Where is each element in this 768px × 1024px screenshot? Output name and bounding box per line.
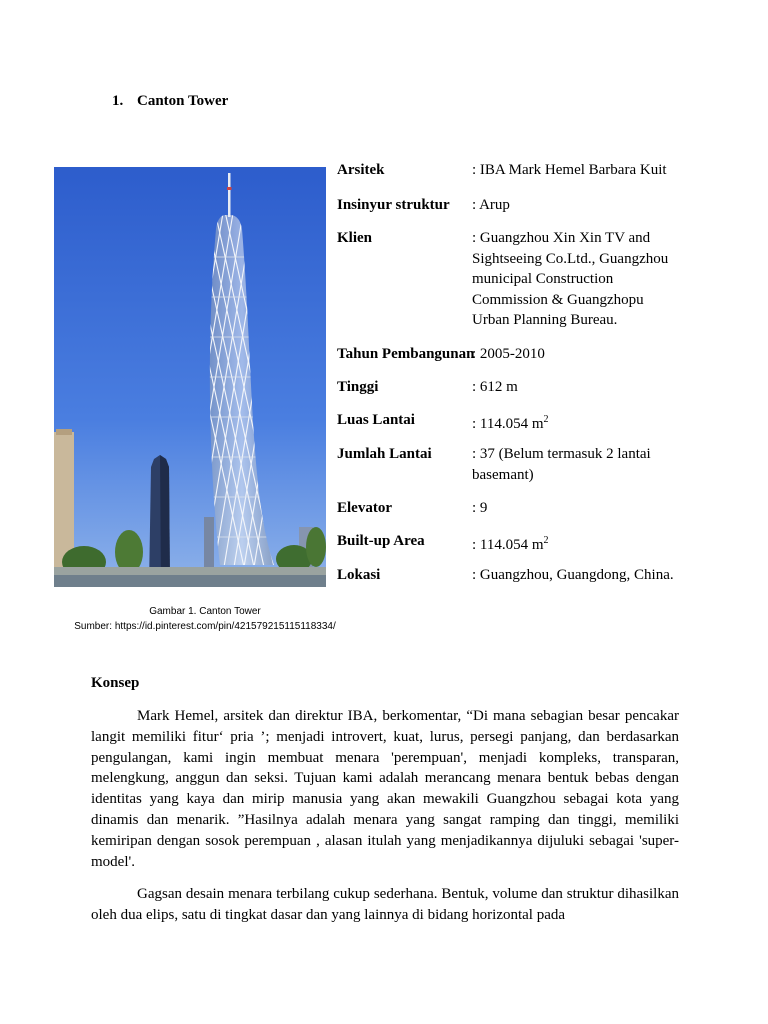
spec-label: Klien <box>337 230 373 246</box>
figure-caption: Gambar 1. Canton Tower <box>149 606 261 617</box>
spec-label: Insinyur struktur <box>337 197 450 213</box>
spec-value: : 114.054 $m^2$ <box>472 414 549 432</box>
spec-value: : 9 <box>472 500 488 516</box>
konsep-heading: Konsep <box>91 675 140 691</box>
konsep-paragraph-1: Mark Hemel, arsitek dan direktur IBA, berkomentar, “Di mana sebagian besar pencakar langit memiliki fitur‘ pria ’; menjadi introvert, kuat, lurus, persegi panjang, dan berdasarkan pengulangan, kami ingin membuat menara 'perempuan', menjadi kompleks, transparan, melengkung, anggun dan seksi. Tujuan kami adalah merancang menara bentuk bebas dengan identitas yang kaya dan mirip manusia yang akan mewakili Guangzhou sebagai kota yang dinamis dan menarik. ”Hasilnya adalah menara yang sangat ramping dan tinggi, memiliki kemiripan dengan sosok perempuan , alasan itulah yang menjadikannya dijuluki sebagai 'super-model'. <box>91 708 679 870</box>
spec-label: Tinggi <box>337 379 379 395</box>
canton-tower-photo <box>54 167 326 587</box>
spec-value: : 2005-2010 <box>472 346 545 362</box>
superscript: 2 <box>543 414 549 425</box>
spec-value: : 37 (Belum termasuk 2 lantai basemant) <box>472 446 651 483</box>
section-heading <box>112 93 228 110</box>
spec-label: Built-up Area <box>337 533 425 549</box>
spec-label: Lokasi <box>337 567 381 583</box>
spec-value: : Arup <box>472 197 510 213</box>
section-title: Canton Tower <box>137 93 229 109</box>
spec-label: Arsitek <box>337 162 385 178</box>
spec-label: Luas Lantai <box>337 412 415 428</box>
superscript: 2 <box>543 535 549 546</box>
spec-label: Elevator <box>337 500 392 516</box>
spec-value: : Guangzhou, Guangdong, China. <box>472 567 674 583</box>
spec-label: Tahun Pembangunan <box>337 346 475 362</box>
spec-value: : 612 m <box>472 379 518 395</box>
spec-value: : 114.054 $m^2$ <box>472 535 549 553</box>
spec-value: : IBA Mark Hemel Barbara Kuit <box>472 162 667 178</box>
konsep-paragraph-2: Gagsan desain menara terbilang cukup sederhana. Bentuk, volume dan struktur dihasilkan oleh dua elips, satu di tingkat dasar dan yang lainnya di bidang horizontal pada <box>91 886 679 923</box>
figure-source: Sumber: https://id.pinterest.com/pin/421579215115118334/ <box>74 621 336 632</box>
spec-value: : Guangzhou Xin Xin TV and Sightseeing Co.Ltd., Guangzhou municipal Construction Commission & Guangzhopu Urban Planning Bureau. <box>472 230 669 328</box>
section-number: 1. <box>112 93 124 109</box>
spec-label: Jumlah Lantai <box>337 446 432 462</box>
